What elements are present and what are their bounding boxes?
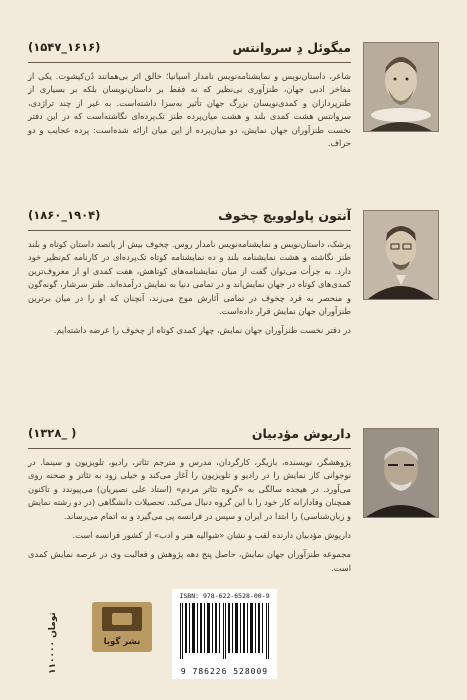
barcode-digits: 9 786226 528009 [180, 667, 269, 676]
bio-paragraph: در دفتر نخست طنزآوران جهان نمایش، چهار کمدی کوتاه از چخوف را عرضه داشته‌ایم. [53, 325, 351, 336]
price-label: ۱۱۰۰۰۰ تومان [48, 612, 58, 674]
author-years: (۱۵۴۷_۱۶۱۶) [28, 40, 101, 54]
publisher-logo-icon [102, 607, 142, 631]
author-heading [28, 208, 351, 228]
author-name: آنتون پاولوویچ چخوف [218, 208, 351, 223]
isbn-text: ISBN: 978-622-6528-00-9 [179, 592, 270, 600]
barcode [172, 589, 277, 679]
bio-paragraph: پژوهشگر، نویسنده، بازیگر، کارگردان، مدرس و مترجم تئاتر، رادیو، تلویزیون و سینما. در نوجوانی کار نمایش را در رادیو و تلویزیون را آغاز می‌کند و خیلی زود به تئاتر و صحنه روی می‌آورد. در هیجده سالگی به «گروه تئاتر مردم» (استاد علی نصیریان) می‌پیوندد و تاکنون همچنان وفادارانه کار خود را با این گروه دنبال می‌کند. تحصیلات دانشگاهی (در دو رشته نمایش و زبان‌شناسی) را ابتدا در ایران و سپس در فرانسه پی می‌گیرد و به اتمام می‌رساند. [28, 457, 351, 521]
author-bio [28, 70, 351, 156]
author-heading [28, 426, 351, 446]
author-bio [28, 456, 351, 581]
author-section-moaddabian [28, 426, 439, 591]
author-section-chekhov [28, 208, 439, 393]
portrait-moaddabian [363, 428, 439, 518]
publisher-name: نشر گویا [103, 637, 141, 647]
author-section-cervantes [28, 40, 439, 170]
author-heading [28, 40, 351, 60]
bio-paragraph: داریوش مؤدبیان دارنده لقب و نشان «شوالیه هنر و ادب» از کشور فرانسه است. [72, 530, 351, 541]
divider-line [28, 62, 351, 63]
bio-paragraph: پزشک، داستان‌نویس و نمایشنامه‌نویس نامدار روس. چخوف بیش از پانصد داستان کوتاه و بلند طنز نگاشته و هشت نمایشنامه بلند و ده نمایشنامه کوتاه تک‌پرده‌ای در کارنامه کم‌نظیر خود دارد. به جرأت می‌توان گفت از میان نمایشنامه‌های کوتاهش، هفت کمدی او از معروف‌ترین کمدی‌های کوتاه در جهان نمایش‌اند و در تمامی دنیا به نمایش درآمده‌اند. طنز سرشار، گونه‌گون و منحصر به فرد چخوف در تمامی آثارش موج می‌زند، آنچنان که او را در میان برترین طنزآوران جهان نمایش قرار داده‌است. [28, 239, 351, 317]
publisher-logo [92, 602, 152, 652]
author-name: داریوش مؤدبیان [251, 426, 351, 441]
portrait-cervantes [363, 42, 439, 132]
divider-line [28, 230, 351, 231]
author-name: میگوئل دِ سروانتس [232, 40, 351, 55]
bio-paragraph: شاعر، داستان‌نویس و نمایشنامه‌نویس نامدار اسپانیا؛ خالق اثر بی‌همانند دُن‌کیشوت. یکی از مفاخر ادبی جهان، طنزآوری بی‌نظیر که نه فقط بر داستان‌نویسان بلکه بر بسیاری از طنزپردازان و کمدی‌نویسان بزرگ جهان تأثیر به‌سزا داشته‌است. به غیر از چند تراژدی، سروانتس هشت کمدی بلند و هشت میان‌پرده طنز تک‌پرده‌ای نگاشته‌است که در این دفتر نخست طنزآوران جهان نمایش، دو میان‌پرده از این میان ارائه شده‌است: پرده عجایب و دو حراف. [28, 71, 351, 149]
bio-paragraph: مجموعه طنزآوران جهان نمایش، حاصل پنج دهه پژوهش و فعالیت وی در عرصه نمایش کمدی است. [28, 549, 351, 573]
barcode-bars-icon [180, 603, 269, 659]
author-bio [28, 238, 351, 344]
author-years: (۱۸۶۰_۱۹۰۴) [28, 208, 101, 222]
portrait-chekhov [363, 210, 439, 300]
divider-line [28, 448, 351, 449]
author-years: (۱۳۲۸_ ) [28, 426, 77, 440]
